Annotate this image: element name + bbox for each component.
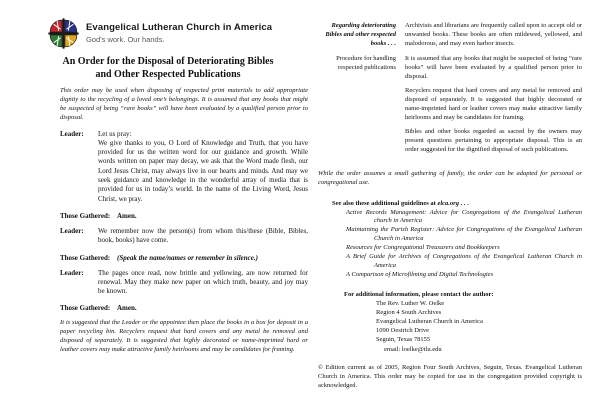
org-name: Evangelical Lutheran Church in America xyxy=(86,22,273,34)
org-tagline: God's work. Our hands. xyxy=(86,34,165,44)
guideline-item: Active Records Management: Advice for Congregations of the Evangelical Lutheran church in America xyxy=(346,208,582,225)
guidance-row-deteriorating xyxy=(318,22,582,49)
margin-label-procedure: Procedure for handling respected publications xyxy=(336,54,396,71)
body-archivists: Archivists and librarians are frequently called upon to accept old or unwanted books. These books are often mildewed, yellowed, and malodorous, and may even harbor insects. xyxy=(405,22,582,47)
amen-response: Amen. xyxy=(116,211,137,220)
prayer-call: Let us pray: xyxy=(98,129,132,138)
pages-text: The pages once read, now brittle and yellowing, are now returned for renewal. May they make new paper on which truth, beauty, and joy may be known. xyxy=(98,268,308,296)
page-right-guidance xyxy=(318,22,582,391)
page-left-liturgy xyxy=(28,18,308,355)
prayer-text xyxy=(98,130,308,204)
body-procedure xyxy=(405,55,582,160)
liturgy-gathered-amen-2 xyxy=(28,304,308,312)
liturgy-leader-pages xyxy=(28,269,308,297)
amen-response: Amen. xyxy=(116,304,137,313)
guideline-item: A Brief Guide for Archives of Congregations of the Evangelical Lutheran Church in America xyxy=(346,253,582,270)
margin-label-regarding: Regarding deteriorating Bibles and other respected books . . . xyxy=(325,22,396,47)
contact-section xyxy=(318,291,582,355)
gathered-label: Those Gathered: xyxy=(60,211,111,220)
gathered-label: Those Gathered: xyxy=(60,253,111,262)
title-line-1: An Order for the Disposal of Deteriorating Bibles xyxy=(62,56,274,67)
contact-email[interactable]: email: loelke@tlu.edu xyxy=(384,346,442,354)
speak-names-rubric: (Speak the name/names or remember in silence.) xyxy=(116,253,258,262)
elca-name-block xyxy=(86,23,272,44)
guideline-item: Resources for Congregational Treasurers and Bookkeepers xyxy=(346,244,500,252)
title-line-2: and Other Respected Publications xyxy=(95,68,241,80)
closing-rubric: It is suggested that the Leader or the appointee then place the books in a box for deposit in a paper recycling bin. Recyclers request that hard covers and any metal be removed and disposed of separately. It is suggested that highly decorated or name-imprinted hard or leather covers may make attractive family heirlooms and may be candidates for framing. xyxy=(60,319,308,354)
see-also-heading xyxy=(332,200,582,209)
guideline-item: Maintaining the Parish Register: Advice for Congregations of the Evangelical Lutheran Church in America xyxy=(346,226,582,243)
copyright-notice: © Edition current as of 2005, Region Four South Archives, Seguin, Texas. Evangelical Lutheran Church in America. This order may be copied for use in the congregation provided copyright is acknowledged. xyxy=(318,364,582,389)
elca-cross-globe-logo-icon xyxy=(48,18,79,49)
liturgy-gathered-amen-1 xyxy=(28,212,308,220)
contact-archives: Region 4 South Archives xyxy=(376,309,442,317)
see-also-suffix: . . . xyxy=(458,199,469,207)
intro-rubric: This order may be used when disposing of respected print materials to add appropriate dignity to the recycling of a loved one’s belongings. It is assumed that any books that might be suspected of being “rare books” will have been evaluated by a qualified person prior to disposal. xyxy=(60,87,308,121)
procedure-para-2: Recyclers request that hard covers and any metal be removed and disposed of separately. It is suggested that highly decorated or name-imprinted hard or leather covers may make attractive family heirlooms and may be candidates for framing. xyxy=(405,86,582,121)
adaptation-note: While the order assumes a small gathering of family, the order can be adapted for personal or congregational use. xyxy=(318,169,582,186)
guidance-row-procedure xyxy=(318,55,582,160)
guideline-item: A Comparison of Microfilming and Digital Technologies xyxy=(346,271,494,279)
contact-street: 1090 Oestrich Drive xyxy=(376,327,430,335)
liturgy-leader-prayer xyxy=(28,130,308,204)
remember-text: We remember now the person(s) from whom this/these (Bible, Bibles, book, books) have come. xyxy=(98,226,308,245)
leader-label: Leader: xyxy=(60,268,84,277)
gathered-label: Those Gathered: xyxy=(60,304,111,313)
see-also-section xyxy=(318,200,582,281)
document-title xyxy=(28,56,308,81)
contact-org: Evangelical Lutheran Church in America xyxy=(376,318,483,326)
prayer-body: We give thanks to you, O Lord of Knowledge and Truth, that you have provided for us the written word for our guidance and growth. While words written on paper may decay, we ask that the Word made flesh, our Lord Jesus Christ, may always live in our hearts and minds. And may we seek guidance and knowledge in the wonderful array of media that is provided for us in today’s world. In the name of the Living Word, Jesus Christ, we pray. xyxy=(98,138,308,203)
leader-label: Leader: xyxy=(60,226,84,235)
contact-heading: For additional information, please contact the author: xyxy=(344,291,494,299)
leader-label: Leader: xyxy=(60,129,84,138)
elca-header xyxy=(28,18,308,49)
procedure-para-1: It is assumed that any books that might be suspected of being “rare books” will have been evaluated by a qualified person prior to disposal. xyxy=(405,54,582,80)
liturgy-leader-remember xyxy=(28,227,308,246)
contact-city-state: Seguin, Texas 78155 xyxy=(376,336,431,344)
liturgy-gathered-speak-names xyxy=(28,254,308,262)
contact-author-name: The Rev. Luther W. Oelke xyxy=(376,300,445,308)
procedure-para-3: Bibles and other books regarded as sacred by the owners may present questions pertaining to appropriate disposal. This is an order suggested for the dignified disposal of such publications. xyxy=(405,127,582,153)
see-also-prefix: See also these additional guidelines at xyxy=(332,199,438,207)
elca-org-link[interactable]: elca.org xyxy=(437,199,459,207)
